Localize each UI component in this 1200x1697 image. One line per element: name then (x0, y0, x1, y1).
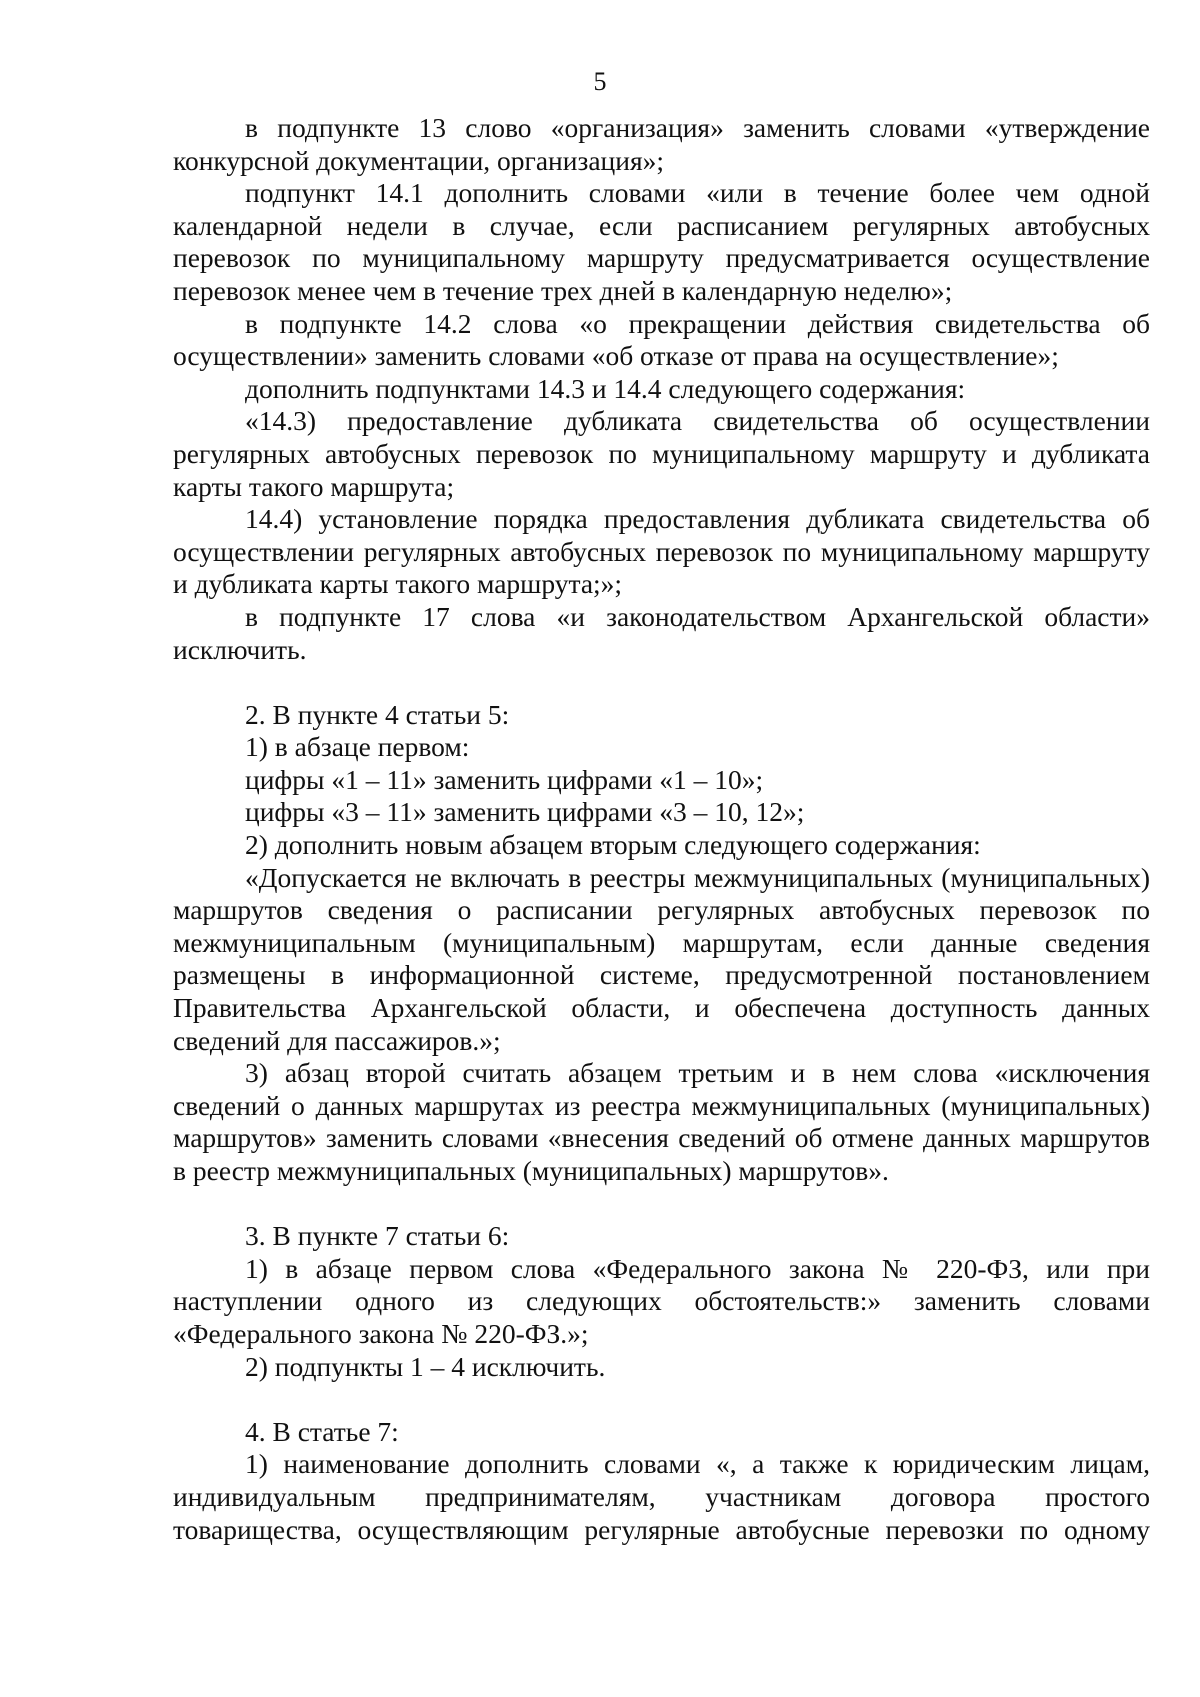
paragraph: «14.3) предоставление дубликата свидетельства об осуществлении регулярных автобусных перевозок по муниципальному маршруту и дубликата карты такого маршрута; (173, 405, 1150, 502)
paragraph: цифры «1 – 11» заменить цифрами «1 – 10»; (245, 763, 764, 795)
paragraph: 14.4) установление порядка предоставления дубликата свидетельства об осуществлении регулярных автобусных перевозок по муниципальному маршруту и дубликата карты такого маршрута;»; (173, 503, 1150, 600)
paragraph: 3. В пункте 7 статьи 6: (245, 1220, 510, 1252)
paragraph: 1) в абзаце первом: (245, 731, 470, 763)
paragraph: 1) в абзаце первом слова «Федерального закона № 220-ФЗ, или при наступлении одного из следующих обстоятельств:» заменить словами «Федерального закона № 220-ФЗ.»; (173, 1252, 1150, 1349)
document-body (173, 112, 1150, 1546)
paragraph: «Допускается не включать в реестры межмуниципальных (муниципальных) маршрутов сведения о расписании регулярных автобусных перевозок по межмуниципальным (муниципальным) маршрутам, если данные сведения размещены в информационной системе, предусмотренной постановлением Правительства Архангельской области, и обеспечена доступность данных сведений для пассажиров.»; (173, 861, 1150, 1056)
paragraph: 4. В статье 7: (245, 1415, 399, 1447)
paragraph: 3) абзац второй считать абзацем третьим и в нем слова «исключения сведений о данных маршрутах из реестра межмуниципальных (муниципальных) маршрутов» заменить словами «внесения сведений об отмене данных маршрутов в реестр межмуниципальных (муниципальных) маршрутов». (173, 1057, 1150, 1186)
paragraph: 2) подпункты 1 – 4 исключить. (245, 1350, 606, 1382)
paragraph: 1) наименование дополнить словами «, а также к юридическим лицам, индивидуальным предпринимателям, участникам договора простого товарищества, осуществляющим регулярные автобусные перевозки по одному (173, 1448, 1150, 1545)
page-number: 5 (593, 67, 607, 96)
paragraph: подпункт 14.1 дополнить словами «или в течение более чем одной календарной недели в случае, если расписанием регулярных автобусных перевозок по муниципальному маршруту предусматривается осуществление перевозок менее чем в течение трех дней в календарную неделю»; (173, 177, 1150, 306)
paragraph: 2. В пункте 4 статьи 5: (245, 698, 510, 730)
paragraph: в подпункте 14.2 слова «о прекращении действия свидетельства об осуществлении» заменить словами «об отказе от права на осуществление»; (173, 307, 1150, 372)
paragraph: 2) дополнить новым абзацем вторым следующего содержания: (245, 829, 981, 861)
paragraph: дополнить подпунктами 14.3 и 14.4 следующего содержания: (245, 372, 966, 404)
paragraph: в подпункте 17 слова «и законодательством Архангельской области» исключить. (173, 600, 1150, 665)
paragraph: цифры «3 – 11» заменить цифрами «3 – 10, 12»; (245, 796, 805, 828)
paragraph: в подпункте 13 слово «организация» заменить словами «утверждение конкурсной документации, организация»; (173, 112, 1150, 176)
